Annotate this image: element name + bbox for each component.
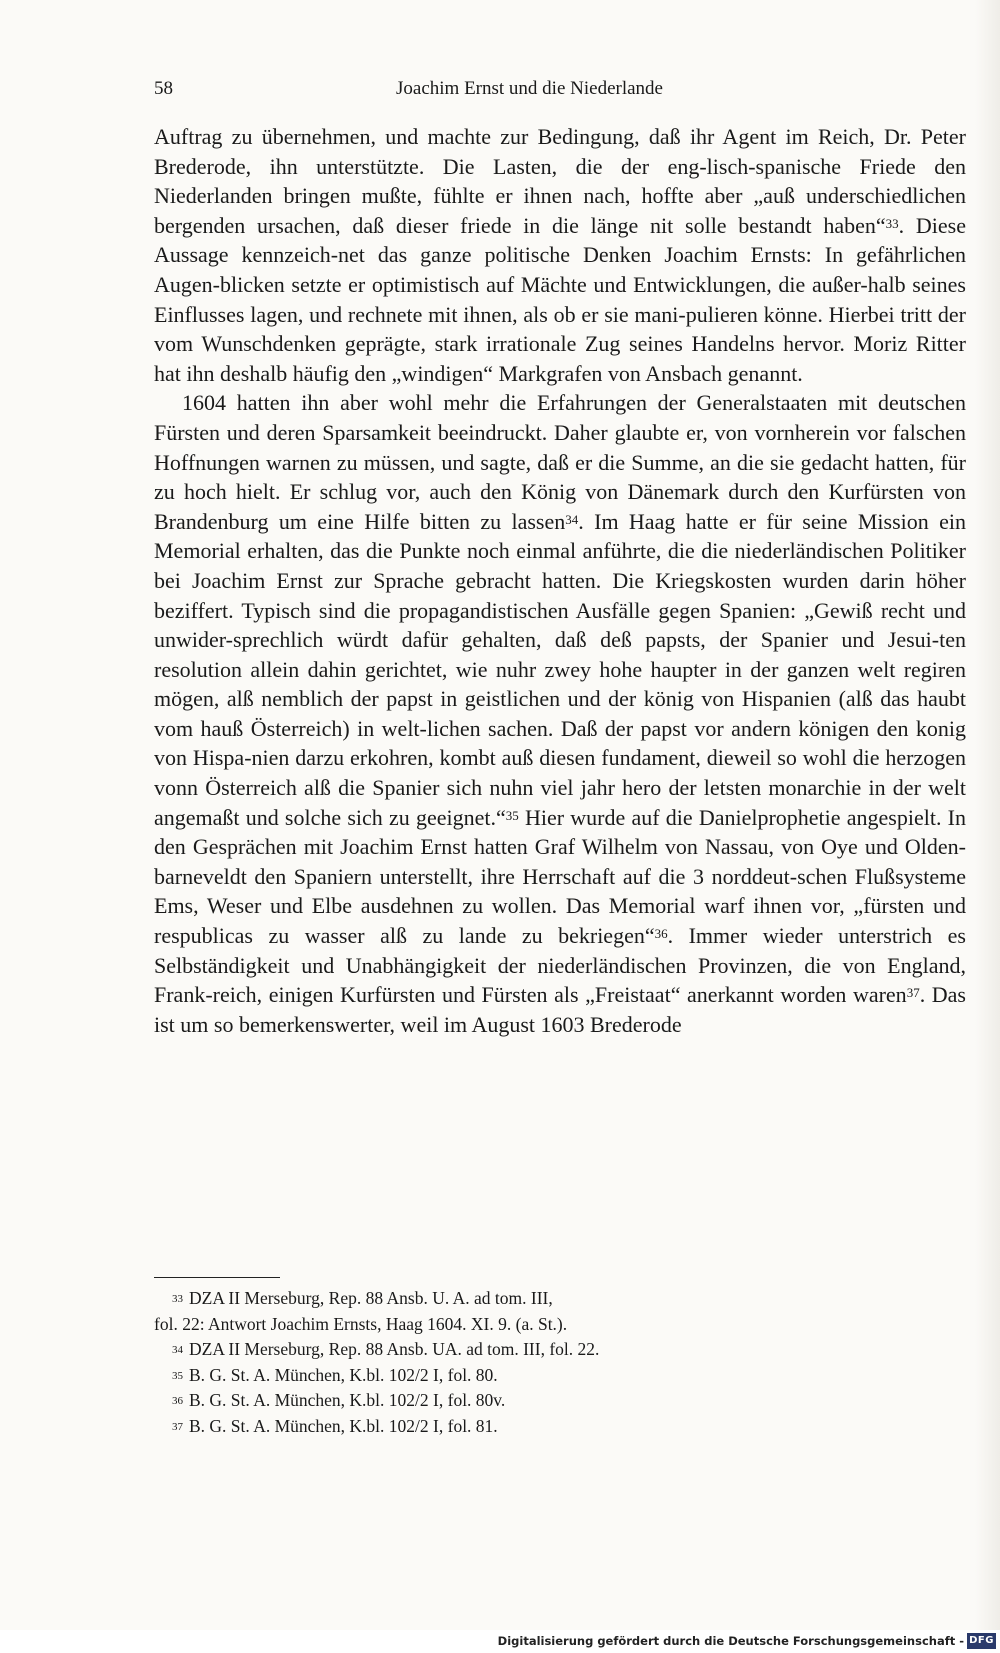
footnote-33-line-1: DZA II Merseburg, Rep. 88 Ansb. U. A. ad tom. III, [189, 1288, 553, 1308]
body-text [154, 122, 966, 1039]
running-header [154, 78, 724, 108]
paragraph-1-text-b: . Diese Aussage kennzeich-net das ganze politische Denken Joachim Ernsts: In gefährlichen Augen-blicken setzte er optimistisch auf Mächte und Entwicklungen, die außer-halb seines Einflusses lagen, und rechnete mit ihnen, als ob er sie mani-pulieren könne. Hierbei tritt der vom Wunschdenken geprägte, stark irrationale Zug seines Handelns hervor. Moriz Ritter hat ihn deshalb häufig den „windigen“ Markgrafen von Ansbach genannt. [154, 212, 967, 386]
footnote-36-text: B. G. St. A. München, K.bl. 102/2 I, fol. 80v. [189, 1390, 506, 1410]
footnote-33 [154, 1286, 874, 1312]
footnote-mark-34: 34 [172, 1344, 183, 1356]
digitization-credit-bar [0, 1630, 1000, 1653]
running-title: Joachim Ernst und die Niederlande [396, 78, 663, 99]
footnote-37-text: B. G. St. A. München, K.bl. 102/2 I, fol. 81. [189, 1415, 498, 1436]
paragraph-2-text-d: . Immer wieder unterstrich es Selbständigkeit und Unabhängigkeit der niederländischen Provinzen, die von England, Frank-reich, einigen Kurfürsten und Fürsten als „Freistaat“ anerkannt worden waren [154, 923, 966, 1008]
footnote-35-text: B. G. St. A. München, K.bl. 102/2 I, fol. 80. [189, 1364, 498, 1385]
footnote-36 [154, 1388, 874, 1414]
footnote-37 [154, 1414, 874, 1440]
footnote-ref-35: 35 [505, 807, 519, 823]
footnote-mark-33: 33 [172, 1293, 183, 1305]
footnote-35 [154, 1363, 874, 1389]
footnote-ref-37: 37 [906, 985, 920, 1001]
footnote-34-text: DZA II Merseburg, Rep. 88 Ansb. UA. ad tom. III, fol. 22. [189, 1339, 600, 1359]
paragraph-2-text-b: . Im Haag hatte er für seine Mission ein Memorial erhalten, das die Punkte noch einmal anführte, die die niederländischen Politiker bei Joachim Ernst zur Sprache gebracht hatten. Die Kriegskosten wurden darin höher beziffert. Typisch sind die propagandistischen Ausfälle gegen Spanien: „Gewiß recht und unwider-sprechlich würdt dafür gehalten, daß deß papsts, der Spanier und Jesui-ten resolution allein dahin gerichtet, wie nuhr zwey hohe haupter in der ganzen welt regiren mögen, alß nemblich der papst in geistlichen und der könig von Hispanien (alß das haubt vom hauß Österreich) in welt-lichen sachen. Daß der papst vor andern königen den konig von Hispa-nien darzu erkohren, kombt auß diesen fundament, dieweil so wohl die herzogen vonn Österreich alß die Spanier sich nuhn viel jahr hero der letsten monarchie in der welt angemaßt und solche sich zu geeignet.“ [154, 508, 967, 830]
paragraph-1 [154, 122, 966, 388]
footnote-ref-34: 34 [565, 511, 579, 527]
footnote-ref-36: 36 [654, 926, 668, 942]
paragraph-2-text-a: 1604 hatten ihn aber wohl mehr die Erfahrungen der Generalstaaten mit deutschen Fürsten und deren Sparsamkeit beeindruckt. Daher glaubte er, von vornherein vor falschen Hoffnungen warnen zu müssen, und sagte, daß er die Summe, an die sie gedacht hatten, für zu hoch hielt. Er schlug vor, auch den König von Dänemark durch den Kurfürsten von Brandenburg um eine Hilfe bitten zu lassen [154, 390, 966, 534]
digitization-credit-text: Digitalisierung gefördert durch die Deutsche Forschungsgemeinschaft - [497, 1634, 964, 1648]
footnote-33-continuation: fol. 22: Antwort Joachim Ernsts, Haag 1604. XI. 9. (a. St.). [154, 1313, 568, 1334]
footnote-mark-36: 36 [172, 1395, 183, 1407]
footnotes [154, 1286, 874, 1439]
footnote-mark-35: 35 [172, 1369, 183, 1382]
footnote-mark-37: 37 [172, 1420, 183, 1433]
footnote-34 [154, 1337, 874, 1363]
footnote-separator [154, 1277, 280, 1278]
footnote-ref-33: 33 [885, 215, 899, 231]
scan-edge-shadow [975, 0, 1000, 1630]
paragraph-1-text-a: Auftrag zu übernehmen, und machte zur Bedingung, daß ihr Agent im Reich, Dr. Peter Brederode, ihn unterstützte. Die Lasten, die der eng-lisch-spanische Friede den Niederlanden bringen mußte, fühlte er ihnen nach, hoffte aber „auß underschiedlichen bergenden ursachen, daß dieser friede in die länge nit solle bestandt haben“ [154, 124, 966, 238]
paragraph-2-text-c: Hier wurde auf die Danielprophetie angespielt. In den Gesprächen mit Joachim Ernst hatten Graf Wilhelm von Nassau, von Oye und Olden-barneveldt den Spaniern unterstellt, ihre Herrschaft auf die 3 norddeut-schen Flußsysteme Ems, Weser und Elbe ausdehnen zu wollen. Das Memorial warf ihnen vor, „fürsten und respublicas zu wasser alß zu lande zu bekriegen“ [154, 804, 966, 949]
paragraph-2 [154, 388, 966, 1039]
paragraph-2-text-e: . Das ist um so bemerkenswerter, weil im August 1603 Brederode [154, 982, 966, 1037]
page-number: 58 [154, 78, 173, 99]
dfg-logo[interactable]: DFG [967, 1633, 996, 1649]
